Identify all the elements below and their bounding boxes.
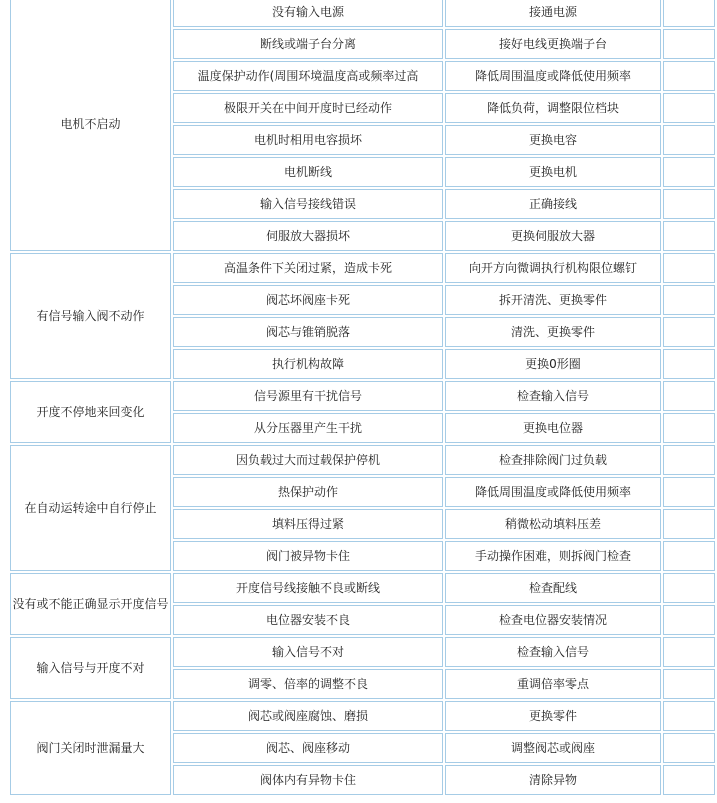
cause-cell: 阀体内有异物卡住 bbox=[173, 765, 443, 795]
cause-cell: 没有输入电源 bbox=[173, 0, 443, 27]
fault-cell: 没有或不能正确显示开度信号 bbox=[10, 573, 171, 635]
remedy-cell: 手动操作困难，则拆阀门检查 bbox=[445, 541, 661, 571]
empty-cell bbox=[663, 61, 715, 91]
empty-cell bbox=[663, 317, 715, 347]
remedy-cell: 重调倍率零点 bbox=[445, 669, 661, 699]
cause-cell: 输入信号不对 bbox=[173, 637, 443, 667]
empty-cell bbox=[663, 29, 715, 59]
remedy-cell: 更换0形圈 bbox=[445, 349, 661, 379]
empty-cell bbox=[663, 765, 715, 795]
empty-cell bbox=[663, 253, 715, 283]
cause-cell: 阀门被异物卡住 bbox=[173, 541, 443, 571]
empty-cell bbox=[663, 573, 715, 603]
table-row bbox=[10, 445, 715, 475]
cause-cell: 因负载过大而过载保护停机 bbox=[173, 445, 443, 475]
empty-cell bbox=[663, 669, 715, 699]
remedy-cell: 拆开清洗、更换零件 bbox=[445, 285, 661, 315]
empty-cell bbox=[663, 285, 715, 315]
troubleshooting-table bbox=[8, 0, 717, 797]
remedy-cell: 接通电源 bbox=[445, 0, 661, 27]
empty-cell bbox=[663, 157, 715, 187]
empty-cell bbox=[663, 349, 715, 379]
remedy-cell: 更换伺服放大器 bbox=[445, 221, 661, 251]
cause-cell: 阀芯与锥销脱落 bbox=[173, 317, 443, 347]
table-row bbox=[10, 573, 715, 603]
empty-cell bbox=[663, 605, 715, 635]
cause-cell: 调零、倍率的调整不良 bbox=[173, 669, 443, 699]
cause-cell: 电机时相用电容损坏 bbox=[173, 125, 443, 155]
cause-cell: 热保护动作 bbox=[173, 477, 443, 507]
fault-cell: 阀门关闭时泄漏量大 bbox=[10, 701, 171, 795]
remedy-cell: 更换电容 bbox=[445, 125, 661, 155]
cause-cell: 电位器安装不良 bbox=[173, 605, 443, 635]
fault-cell: 有信号输入阀不动作 bbox=[10, 253, 171, 379]
table-row bbox=[10, 701, 715, 731]
empty-cell bbox=[663, 221, 715, 251]
empty-cell bbox=[663, 637, 715, 667]
empty-cell bbox=[663, 413, 715, 443]
cause-cell: 从分压器里产生干扰 bbox=[173, 413, 443, 443]
empty-cell bbox=[663, 93, 715, 123]
cause-cell: 伺服放大器损坏 bbox=[173, 221, 443, 251]
remedy-cell: 清洗、更换零件 bbox=[445, 317, 661, 347]
empty-cell bbox=[663, 509, 715, 539]
table-row bbox=[10, 0, 715, 27]
empty-cell bbox=[663, 733, 715, 763]
empty-cell bbox=[663, 477, 715, 507]
cause-cell: 填料压得过紧 bbox=[173, 509, 443, 539]
cause-cell: 极限开关在中间开度时已经动作 bbox=[173, 93, 443, 123]
remedy-cell: 检查配线 bbox=[445, 573, 661, 603]
remedy-cell: 稍微松动填料压差 bbox=[445, 509, 661, 539]
empty-cell bbox=[663, 189, 715, 219]
remedy-cell: 降低负荷，调整限位档块 bbox=[445, 93, 661, 123]
troubleshooting-table-body bbox=[10, 0, 715, 795]
table-row bbox=[10, 381, 715, 411]
remedy-cell: 调整阀芯或阀座 bbox=[445, 733, 661, 763]
cause-cell: 断线或端子台分离 bbox=[173, 29, 443, 59]
remedy-cell: 更换电机 bbox=[445, 157, 661, 187]
empty-cell bbox=[663, 445, 715, 475]
cause-cell: 阀芯坏阀座卡死 bbox=[173, 285, 443, 315]
fault-cell: 输入信号与开度不对 bbox=[10, 637, 171, 699]
cause-cell: 高温条件下关闭过紧，造成卡死 bbox=[173, 253, 443, 283]
remedy-cell: 正确接线 bbox=[445, 189, 661, 219]
remedy-cell: 降低周围温度或降低使用频率 bbox=[445, 477, 661, 507]
cause-cell: 温度保护动作(周围环境温度高或频率过高 bbox=[173, 61, 443, 91]
remedy-cell: 降低周围温度或降低使用频率 bbox=[445, 61, 661, 91]
table-row bbox=[10, 637, 715, 667]
remedy-cell: 接好电线更换端子台 bbox=[445, 29, 661, 59]
table-row bbox=[10, 253, 715, 283]
empty-cell bbox=[663, 701, 715, 731]
remedy-cell: 检查排除阀门过负载 bbox=[445, 445, 661, 475]
fault-cell: 电机不启动 bbox=[10, 0, 171, 251]
remedy-cell: 检查电位器安装情况 bbox=[445, 605, 661, 635]
cause-cell: 阀芯或阀座腐蚀、磨损 bbox=[173, 701, 443, 731]
fault-cell: 开度不停地来回变化 bbox=[10, 381, 171, 443]
cause-cell: 输入信号接线错误 bbox=[173, 189, 443, 219]
empty-cell bbox=[663, 125, 715, 155]
empty-cell bbox=[663, 0, 715, 27]
cause-cell: 信号源里有干扰信号 bbox=[173, 381, 443, 411]
cause-cell: 开度信号线接触不良或断线 bbox=[173, 573, 443, 603]
fault-cell: 在自动运转途中自行停止 bbox=[10, 445, 171, 571]
remedy-cell: 清除异物 bbox=[445, 765, 661, 795]
cause-cell: 执行机构故障 bbox=[173, 349, 443, 379]
remedy-cell: 检查输入信号 bbox=[445, 381, 661, 411]
remedy-cell: 更换电位器 bbox=[445, 413, 661, 443]
cause-cell: 阀芯、阀座移动 bbox=[173, 733, 443, 763]
remedy-cell: 更换零件 bbox=[445, 701, 661, 731]
empty-cell bbox=[663, 541, 715, 571]
remedy-cell: 检查输入信号 bbox=[445, 637, 661, 667]
empty-cell bbox=[663, 381, 715, 411]
remedy-cell: 向开方向微调执行机构限位螺钉 bbox=[445, 253, 661, 283]
cause-cell: 电机断线 bbox=[173, 157, 443, 187]
